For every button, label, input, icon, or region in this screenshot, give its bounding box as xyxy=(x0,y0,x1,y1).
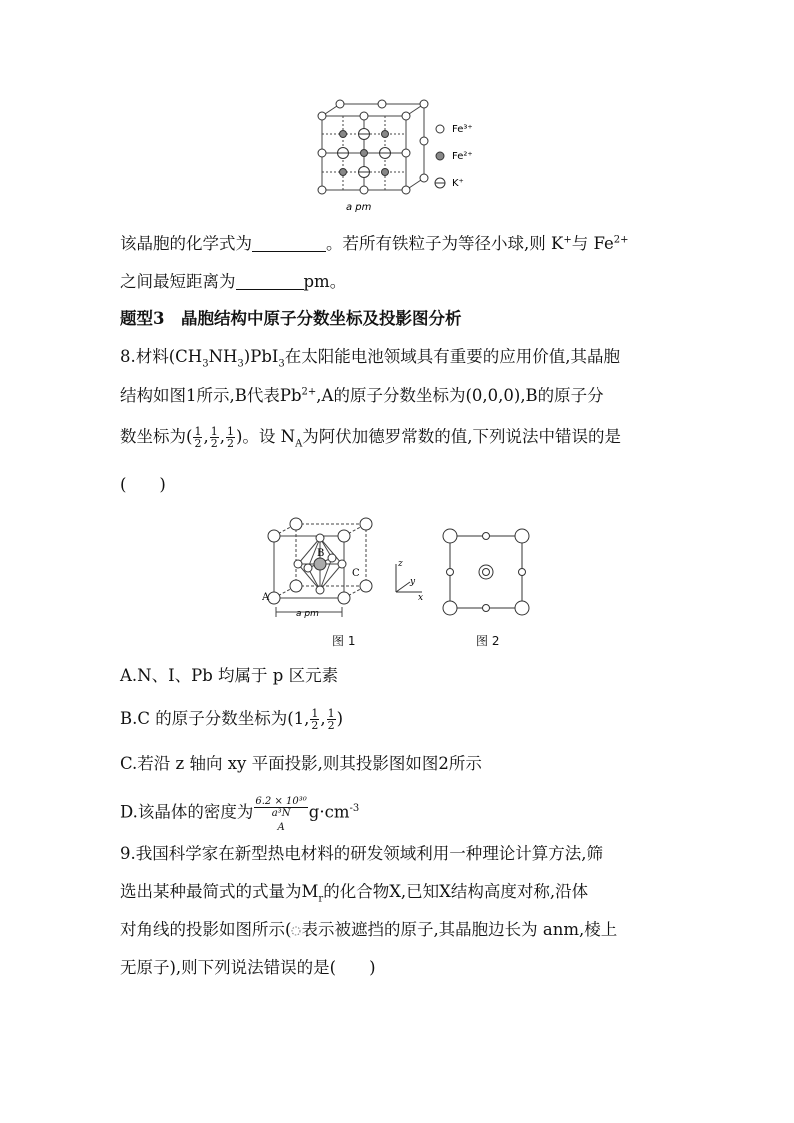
q8-line-3: 数坐标为( $\frac{1}{2}$ , $\frac{1}{2}$ , $\frac{1}{2}$ )。设 $N_A$为阿伏加德罗常数的值,下列说法中错误的是 xyxy=(120,425,622,450)
option-C[interactable]: C.若沿 z 轴向 xy 平面投影,则其投影图如图2所示 xyxy=(120,754,482,773)
q9-line-4: 无原子),则下列说法错误的是( ) xyxy=(120,958,376,977)
q8-answer-bracket: ( ) xyxy=(120,475,166,494)
q8-line-2: 结构如图1所示,B代表$Pb^{2+},A$的原子分数坐标为(0,0,0),B的原子分 xyxy=(120,386,604,405)
hidden-atom-icon xyxy=(291,926,301,936)
q9-line-2: 选出某种最简式的式量为$M_r$的化合物X,已知X结构高度对称,沿体 xyxy=(120,882,589,905)
axis-z: z xyxy=(398,559,403,569)
section-title: 题型3 晶胞结构中原子分数坐标及投影图分析 xyxy=(120,309,462,328)
axis-y: y xyxy=(410,577,416,587)
crystal-cell-figure-top xyxy=(312,98,492,216)
coordinate-axes xyxy=(388,556,428,600)
q9-line-1: 9.我国科学家在新型热电材料的研发领域利用一种理论计算方法,筛 xyxy=(120,844,603,863)
fraction-half: $\frac{1}{2}$ xyxy=(194,425,202,450)
q9-line-3: 对角线的投影如图所示( 表示被遮挡的原子,其晶胞边长为 anm,棱上 xyxy=(120,920,618,939)
fraction-half: $\frac{1}{2}$ xyxy=(210,425,218,450)
legend-fe2: Fe²⁺ xyxy=(452,151,473,162)
fraction-half: $\frac{1}{2}$ xyxy=(226,425,234,450)
figure-2-caption: 图 2 xyxy=(476,634,500,648)
fig1-dimension: a pm xyxy=(296,609,319,619)
answer-blank-formula[interactable] xyxy=(252,235,326,252)
label-A: A xyxy=(262,592,270,603)
axis-x: x xyxy=(418,593,424,600)
option-A[interactable]: A.N、I、Pb 均属于 p 区元素 xyxy=(120,666,339,685)
option-D[interactable]: D.该晶体的密度为 6.2 × 10³⁰ a³N $_A$ $g\cdot cm^{-3}$ xyxy=(120,796,360,833)
figure-1-caption: 图 1 xyxy=(332,634,356,648)
q7-line-1: 该晶胞的化学式为 。若所有铁粒子为等径小球,则 K+与 $Fe^{2+}$ xyxy=(120,234,629,253)
legend-fe3: Fe³⁺ xyxy=(452,124,473,135)
q7-line-2: 之间最短距离为 pm。 xyxy=(120,272,347,291)
legend-k: K⁺ xyxy=(452,178,464,189)
figure-1-perovskite-cell xyxy=(262,516,392,620)
answer-blank-distance[interactable] xyxy=(236,273,304,290)
figure-2-projection xyxy=(440,526,534,616)
q8-line-1: 8.材料$(CH_3NH_3)PbI_3$在太阳能电池领域具有重要的应用价值,其晶胞 xyxy=(120,347,621,370)
option-B[interactable]: B.C 的原子分数坐标为(1, $\frac{1}{2}$ , $\frac{1}{2}$ ) xyxy=(120,707,344,732)
label-C: C xyxy=(352,568,360,579)
label-B: B xyxy=(317,548,325,559)
dimension-label: a pm xyxy=(346,202,372,213)
